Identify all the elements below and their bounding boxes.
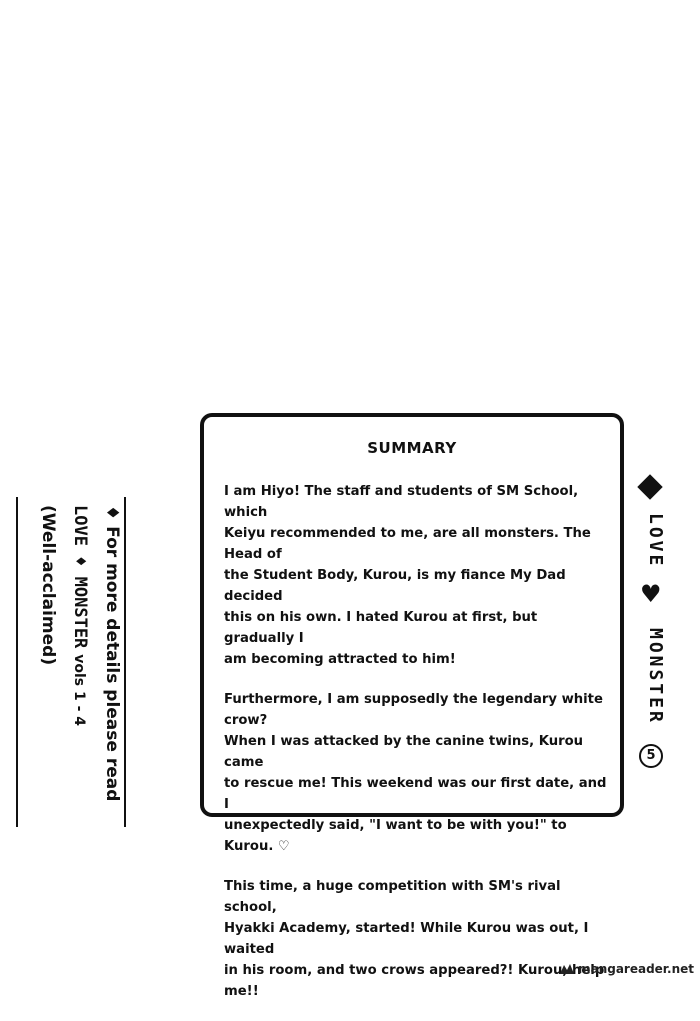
series-title-vertical (636, 476, 666, 776)
reading-note (16, 497, 128, 827)
series-title-word-love: LOVE (645, 513, 666, 569)
diamond-icon (637, 474, 662, 499)
mangareader-logo-icon (559, 962, 575, 976)
note-series-name: LOVE ♦ MONSTER (70, 505, 90, 649)
summary-title: SUMMARY (367, 439, 457, 457)
summary-paragraph-3: This time, a huge competition with SM's rival school, Hyakki Academy, started! While Kurou was out, I waited in his room, and two crows appeared?! Kurou, help me!! (224, 879, 605, 999)
summary-paragraph-2: Furthermore, I am supposedly the legendary white crow? When I was attacked by the canine twins, Kurou came to rescue me! This weekend was our first date, and I unexpectedly said, "I want to be with you!" to Kurou. ♡ (224, 692, 607, 854)
watermark (559, 962, 694, 976)
heart-icon: ♥ (640, 580, 662, 608)
note-line-1: ♦ For more details please read (102, 505, 122, 802)
note-line-3: (Well-acclaimed) (38, 505, 58, 666)
volume-number: 5 (639, 744, 663, 768)
note-line-2 (70, 505, 90, 726)
watermark-text: mangareader.net (578, 962, 694, 976)
summary-paragraph-1: I am Hiyo! The staff and students of SM School, which Keiyu recommended to me, are all monsters. The Head of the Student Body, Kurou, is my fiance My Dad decided this on his own. I hated Kurou at first, but gradually I am becoming attracted to him! (224, 484, 591, 667)
note-volumes: vols 1 - 4 (71, 654, 87, 727)
series-title-word-monster: MONSTER (645, 627, 666, 725)
summary-text (224, 481, 608, 1021)
reading-note-text (16, 495, 126, 825)
summary-box (200, 413, 624, 999)
